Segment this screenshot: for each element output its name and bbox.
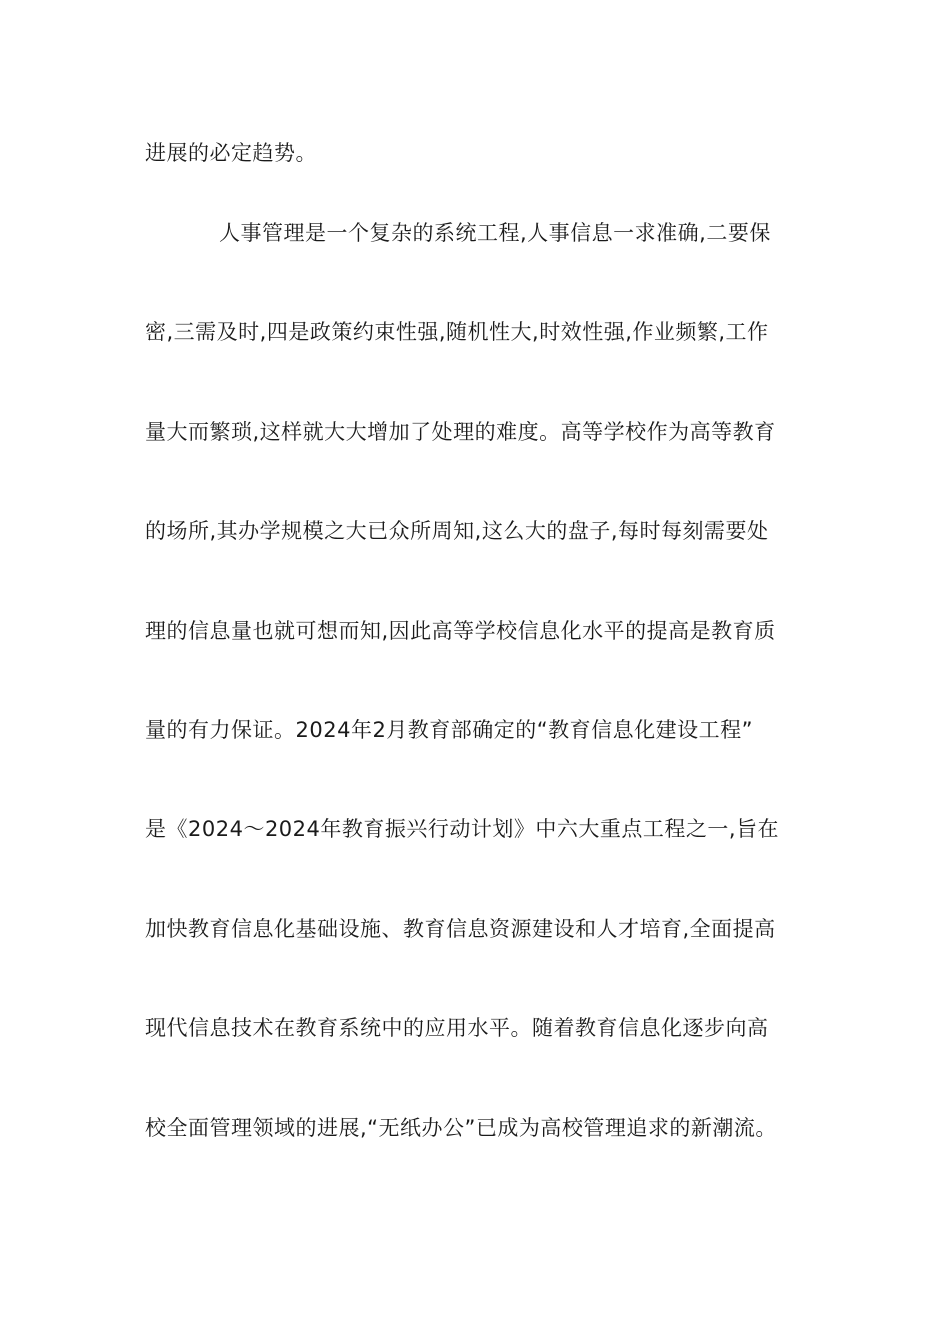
text-line-4: 量大而繁琐,这样就大大增加了处理的难度。高等学校作为高等教育	[145, 420, 776, 444]
text-line-1: 进展的必定趋势。	[145, 141, 317, 165]
text-line-7: 量的有力保证。2024年2月教育部确定的“教育信息化建设工程”	[145, 718, 754, 742]
text-line-5: 的场所,其办学规模之大已众所周知,这么大的盘子,每时每刻需要处	[145, 519, 769, 543]
text-line-9: 加快教育信息化基础设施、教育信息资源建设和人才培育,全面提高	[145, 917, 776, 941]
paragraph-start-line: 人事管理是一个复杂的系统工程,人事信息一求准确,二要保	[219, 221, 771, 245]
text-line-8: 是《2024～2024年教育振兴行动计划》中六大重点工程之一,旨在	[145, 817, 780, 841]
text-line-11: 校全面管理领域的进展,“无纸办公”已成为高校管理追求的新潮流。	[145, 1116, 777, 1140]
text-line-6: 理的信息量也就可想而知,因此高等学校信息化水平的提高是教育质	[145, 619, 776, 643]
text-line-3: 密,三需及时,四是政策约束性强,随机性大,时效性强,作业频繁,工作	[145, 320, 769, 344]
text-line-10: 现代信息技术在教育系统中的应用水平。随着教育信息化逐步向高	[145, 1016, 769, 1040]
